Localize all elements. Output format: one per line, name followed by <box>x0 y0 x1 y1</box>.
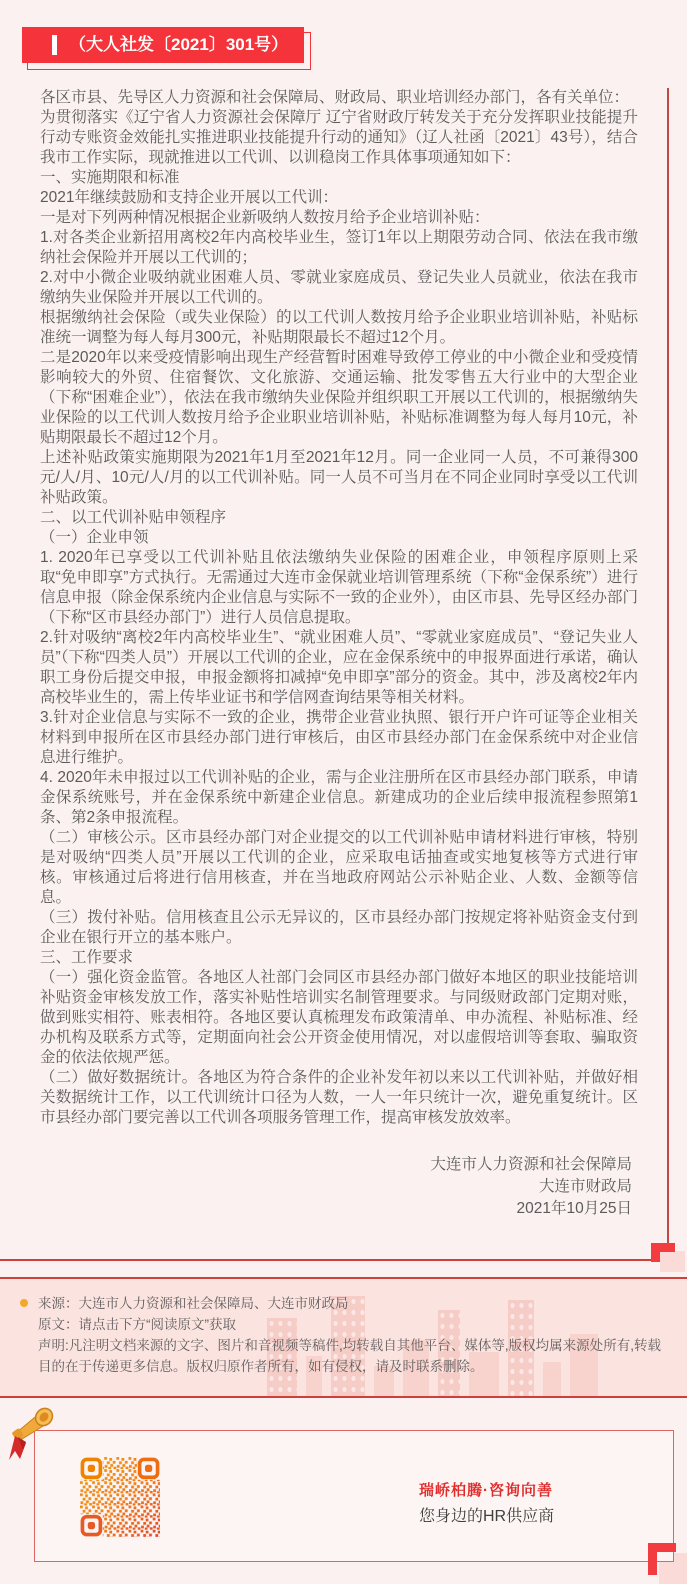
source-section <box>0 1277 687 1398</box>
paragraph: 二是2020年以来受疫情影响出现生产经营暂时困难导致停工停业的中小微企业和受疫情影响较大的外贸、住宿餐饮、文化旅游、交通运输、批发零售五大行业中的大型企业（下称“困难企业”），依法在我市缴纳失业保险并组织职工开展以工代训的，根据缴纳失业保险的以工代训人数按月给予企业职业培训补贴，补贴标准调整为每人每月10元，补贴期限最长不超过12个月。 <box>40 349 638 446</box>
paragraph: （二）审核公示。区市县经办部门对企业提交的以工代训补贴申请材料进行审核，特别是对吸纳“四类人员”开展以工代训的企业，应采取电话抽查或实地复核等方式进行审核。审核通过后将进行信用核查，并在当地政府网站公示补贴企业、人数、金额等信息。 <box>40 829 638 906</box>
promo-corner-bracket-icon <box>648 1543 676 1575</box>
paragraph: 2.对中小微企业吸纳就业困难人员、零就业家庭成员、登记失业人员就业，依法在我市缴纳失业保险并开展以工代训的。 <box>40 269 638 306</box>
paragraph: 为贯彻落实《辽宁省人力资源社会保障厅 辽宁省财政厅转发关于充分发挥职业技能提升行动专账资金效能扎实推进职业技能提升行动的通知》（辽人社函〔2021〕43号），结合我市工作实际，现就推进以工代训、以训稳岗工作具体事项通知如下： <box>40 109 638 166</box>
copyright-statement: 声明:凡注明文档来源的文字、图片和音视频等稿件,均转载自其他平台、媒体等,版权均属来源处所有,转载目的在于传递更多信息。版权归原作者所有，如有侵权，请及时联系删除。 <box>38 1338 661 1374</box>
document-number: （大人社发〔2021〕301号） <box>69 35 289 54</box>
paragraph: 1. 2020年已享受以工代训补贴且依法缴纳失业保险的困难企业，申领程序原则上采取“免申即享”方式执行。无需通过大连市金保就业培训管理系统（下称“金保系统”）进行信息申报（除金保系统内企业信息与实际不一致的企业外），由区市县、先导区经办部门（下称“区市县经办部门”）进行人员信息提取。 <box>40 549 638 626</box>
qr-code-image[interactable] <box>79 1457 161 1537</box>
paragraph: 2021年继续鼓励和支持企业开展以工代训： <box>40 189 338 206</box>
divider-corner-bracket-icon <box>651 1243 675 1262</box>
right-vertical-rule <box>667 88 669 1246</box>
source-label: 来源：大连市人力资源和社会保障局、大连市财政局 <box>38 1296 349 1311</box>
original-link-hint: 原文：请点击下方“阅读原文”获取 <box>38 1317 236 1332</box>
signature-date: 2021年10月25日 <box>516 1200 632 1217</box>
trumpet-icon <box>6 1403 58 1465</box>
article-bottom-divider <box>0 1259 653 1261</box>
paragraph: 一是对下列两种情况根据企业新吸纳人数按月给予企业培训补贴： <box>40 209 490 226</box>
paragraph: 上述补贴政策实施期限为2021年1月至2021年12月。同一企业同一人员，不可兼得300元/人/月、10元/人/月的以工代训补贴。同一人员不可当月在不同企业同时享受以工代训补贴政策。 <box>40 449 638 506</box>
paragraph: 三、工作要求 <box>40 949 134 966</box>
brand-slogan: 瑞峤柏腾·咨询向善 <box>419 1482 553 1499</box>
paragraph: （一）强化资金监管。各地区人社部门会同区市县经办部门做好本地区的职业技能培训补贴资金审核发放工作，落实补贴性培训实名制管理要求。与同级财政部门定期对账，做到账实相符、账表相符。各地区要认真梳理发布政策清单、申办流程、补贴标准、经办机构及联系方式等，定期面向社会公开资金使用情况，对以虚假培训等套取、骗取资金的依法依规严惩。 <box>40 969 638 1066</box>
paragraph: 二、以工代训补贴申领程序 <box>40 509 227 526</box>
paragraph: 1.对各类企业新招用离校2年内高校毕业生，签订1年以上期限劳动合同、依法在我市缴纳社会保险并开展以工代训的； <box>40 229 638 266</box>
paragraph: （二）做好数据统计。各地区为符合条件的企业补发年初以来以工代训补贴，并做好相关数据统计工作，以工代训统计口径为人数，一人一年只统计一次，避免重复统计。区市县经办部门要完善以工代训各项服务管理工作，提高审核发放效率。 <box>40 1069 638 1126</box>
signature-org-1: 大连市人力资源和社会保障局 <box>430 1156 632 1173</box>
paragraph: 4. 2020年未申报过以工代训补贴的企业，需与企业注册所在区市县经办部门联系，申请金保系统账号，并在金保系统中新建企业信息。新建成功的企业后续申报流程参照第1条、第2条申报流程。 <box>40 769 638 826</box>
brand-tagline: 您身边的HR供应商 <box>419 1508 555 1525</box>
bullet-icon <box>20 1299 28 1307</box>
signature-block <box>40 1154 638 1220</box>
paragraph: （三）拨付补贴。信用核查且公示无异议的，区市县经办部门按规定将补贴资金支付到企业在银行开立的基本账户。 <box>40 909 638 946</box>
signature-org-2: 大连市财政局 <box>538 1178 632 1195</box>
paragraph: 一、实施期限和标准 <box>40 169 180 186</box>
paragraph: （一）企业申领 <box>40 529 149 546</box>
article-body <box>40 88 638 1220</box>
promo-card <box>34 1430 674 1562</box>
paragraph: 3.针对企业信息与实际不一致的企业，携带企业营业执照、银行开户许可证等企业相关材料到申报所在区市县经办部门进行审核后，由区市县经办部门在金保系统中对企业信息进行维护。 <box>40 709 638 766</box>
paragraph: 各区市县、先导区人力资源和社会保障局、财政局、职业培训经办部门，各有关单位： <box>40 89 630 106</box>
paragraph: 根据缴纳社会保险（或失业保险）的以工代训人数按月给予企业职业培训补贴，补贴标准统一调整为每人每月300元，补贴期限最长不超过12个月。 <box>40 309 638 346</box>
badge-bar-icon <box>52 35 57 55</box>
paragraph: 2.针对吸纳“离校2年内高校毕业生”、“就业困难人员”、“零就业家庭成员”、“登记失业人员”（下称“四类人员”）开展以工代训的企业，应在金保系统中的申报界面进行承诺，确认职工身份后提交申报，申报金额将扣减掉“免申即享”部分的资金。其中，涉及离校2年内高校毕业生的，需上传毕业证书和学信网查询结果等相关材料。 <box>40 629 638 706</box>
document-number-badge <box>22 27 304 63</box>
